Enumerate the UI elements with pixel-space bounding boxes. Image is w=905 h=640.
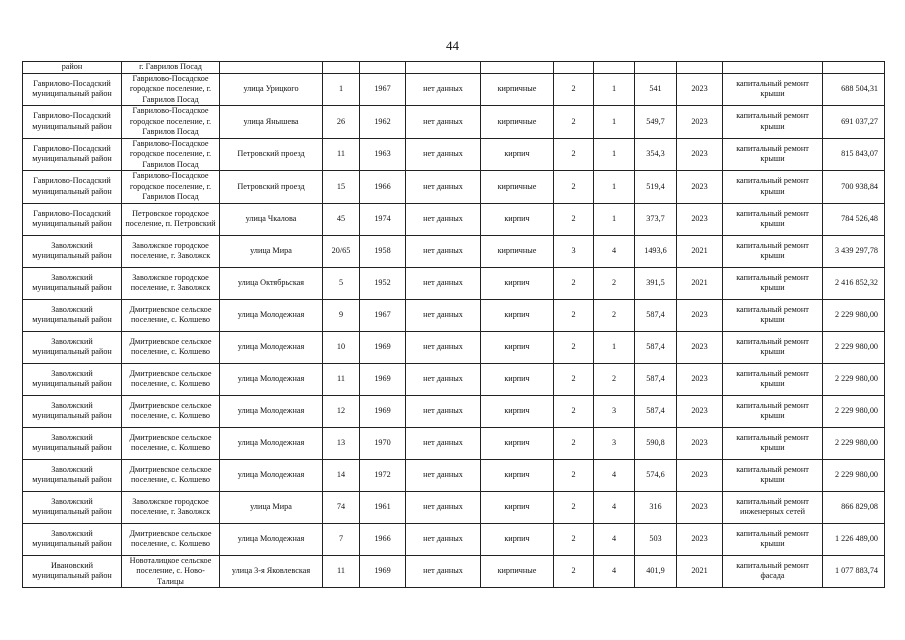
data-status-cell: нет данных — [406, 171, 481, 204]
plan-year-cell: 2023 — [677, 395, 723, 427]
cost-cell: 784 526,48 — [823, 203, 885, 235]
house-number-cell: 10 — [323, 331, 360, 363]
entrances-cell: 2 — [594, 267, 635, 299]
table-row — [23, 106, 885, 139]
cost-cell: 3 439 297,78 — [823, 235, 885, 267]
wall-material-cell: кирпич — [481, 427, 554, 459]
continued-row — [23, 62, 885, 74]
cost-cell: 2 229 980,00 — [823, 459, 885, 491]
plan-year-cell: 2023 — [677, 427, 723, 459]
wall-material-cell: кирпичные — [481, 73, 554, 106]
district-cell: район — [23, 62, 122, 74]
street-cell: улица Молодежная — [220, 427, 323, 459]
floors-cell: 2 — [554, 427, 594, 459]
wall-material-cell: кирпичные — [481, 555, 554, 588]
wall-material-cell: кирпич — [481, 203, 554, 235]
settlement-cell: Дмитриевское сельское поселение, с. Колшево — [122, 459, 220, 491]
data-status-cell: нет данных — [406, 491, 481, 523]
area-cell: 401,9 — [635, 555, 677, 588]
page-number: 44 — [446, 38, 459, 53]
plan-year-cell: 2023 — [677, 299, 723, 331]
build-year-cell: 1969 — [360, 395, 406, 427]
floors-cell: 2 — [554, 459, 594, 491]
data-status-cell: нет данных — [406, 427, 481, 459]
settlement-cell: Гаврилово-Посадское городское поселение, г. Гаврилов Посад — [122, 171, 220, 204]
work-type-cell: капитальный ремонт инженерных сетей — [723, 491, 823, 523]
data-status-cell: нет данных — [406, 73, 481, 106]
street-cell: Петровский проезд — [220, 138, 323, 171]
street-cell: улица Молодежная — [220, 299, 323, 331]
data-status-cell: нет данных — [406, 299, 481, 331]
table-row — [23, 267, 885, 299]
plan-year-cell: 2021 — [677, 267, 723, 299]
house-number-cell: 5 — [323, 267, 360, 299]
cost-cell: 2 229 980,00 — [823, 427, 885, 459]
area-cell: 316 — [635, 491, 677, 523]
work-type-cell: капитальный ремонт крыши — [723, 459, 823, 491]
settlement-cell: Петровское городское поселение, п. Петровский — [122, 203, 220, 235]
entrances-cell: 1 — [594, 331, 635, 363]
floors-cell: 2 — [554, 203, 594, 235]
street-cell: улица Мира — [220, 491, 323, 523]
table-row — [23, 331, 885, 363]
settlement-cell: Гаврилово-Посадское городское поселение, г. Гаврилов Посад — [122, 73, 220, 106]
cost-cell: 1 226 489,00 — [823, 523, 885, 555]
settlement-cell: Дмитриевское сельское поселение, с. Колшево — [122, 427, 220, 459]
house-number-cell: 15 — [323, 171, 360, 204]
table-row — [23, 555, 885, 588]
area-cell: 354,3 — [635, 138, 677, 171]
plan-year-cell: 2023 — [677, 138, 723, 171]
district-cell: Заволжский муниципальный район — [23, 331, 122, 363]
work-type-cell: капитальный ремонт крыши — [723, 331, 823, 363]
work-type-cell: капитальный ремонт крыши — [723, 106, 823, 139]
plan-year-cell: 2021 — [677, 555, 723, 588]
build-year-cell: 1963 — [360, 138, 406, 171]
district-cell: Заволжский муниципальный район — [23, 491, 122, 523]
data-status-cell: нет данных — [406, 331, 481, 363]
house-number-cell: 7 — [323, 523, 360, 555]
work-type-cell: капитальный ремонт крыши — [723, 138, 823, 171]
house-number-cell: 11 — [323, 363, 360, 395]
build-year-cell: 1967 — [360, 299, 406, 331]
street-cell: улица Молодежная — [220, 459, 323, 491]
work-type-cell: капитальный ремонт крыши — [723, 203, 823, 235]
table-row — [23, 73, 885, 106]
data-status-cell: нет данных — [406, 235, 481, 267]
cost-cell: 691 037,27 — [823, 106, 885, 139]
entrances-cell: 3 — [594, 395, 635, 427]
data-status-cell: нет данных — [406, 459, 481, 491]
area-cell: 587,4 — [635, 331, 677, 363]
table-row — [23, 235, 885, 267]
house-number-cell: 11 — [323, 138, 360, 171]
work-type-cell: капитальный ремонт крыши — [723, 171, 823, 204]
work-type-cell: капитальный ремонт фасада — [723, 555, 823, 588]
table-row — [23, 299, 885, 331]
work-type-cell: капитальный ремонт крыши — [723, 427, 823, 459]
build-year-cell: 1966 — [360, 171, 406, 204]
house-number-cell: 9 — [323, 299, 360, 331]
wall-material-cell: кирпич — [481, 395, 554, 427]
entrances-cell: 4 — [594, 459, 635, 491]
street-cell: улица 3-я Яковлевская — [220, 555, 323, 588]
floors-cell: 2 — [554, 363, 594, 395]
build-year-cell: 1972 — [360, 459, 406, 491]
floors-cell: 2 — [554, 331, 594, 363]
area-cell: 373,7 — [635, 203, 677, 235]
table-row — [23, 523, 885, 555]
street-cell: улица Молодежная — [220, 395, 323, 427]
district-cell: Заволжский муниципальный район — [23, 523, 122, 555]
work-type-cell: капитальный ремонт крыши — [723, 235, 823, 267]
data-status-cell: нет данных — [406, 106, 481, 139]
house-number-cell: 20/65 — [323, 235, 360, 267]
wall-material-cell: кирпичные — [481, 235, 554, 267]
plan-year-cell: 2023 — [677, 73, 723, 106]
entrances-cell: 2 — [594, 363, 635, 395]
data-status-cell: нет данных — [406, 523, 481, 555]
cost-cell: 2 229 980,00 — [823, 299, 885, 331]
entrances-cell: 4 — [594, 491, 635, 523]
area-cell: 1493,6 — [635, 235, 677, 267]
wall-material-cell: кирпич — [481, 267, 554, 299]
data-status-cell: нет данных — [406, 363, 481, 395]
build-year-cell: 1969 — [360, 363, 406, 395]
wall-material-cell: кирпич — [481, 299, 554, 331]
cost-cell: 2 416 852,32 — [823, 267, 885, 299]
table-row — [23, 138, 885, 171]
cost-cell: 2 229 980,00 — [823, 331, 885, 363]
area-cell: 541 — [635, 73, 677, 106]
settlement-cell: Дмитриевское сельское поселение, с. Колшево — [122, 363, 220, 395]
area-cell: 574,6 — [635, 459, 677, 491]
settlement-cell: Дмитриевское сельское поселение, с. Колшево — [122, 523, 220, 555]
entrances-cell: 1 — [594, 171, 635, 204]
settlement-cell: г. Гаврилов Посад — [122, 62, 220, 74]
floors-cell: 2 — [554, 555, 594, 588]
plan-year-cell: 2023 — [677, 523, 723, 555]
build-year-cell: 1962 — [360, 106, 406, 139]
area-cell: 391,5 — [635, 267, 677, 299]
house-number-cell: 45 — [323, 203, 360, 235]
build-year-cell: 1969 — [360, 331, 406, 363]
entrances-cell: 4 — [594, 235, 635, 267]
street-cell: улица Мира — [220, 235, 323, 267]
plan-year-cell: 2021 — [677, 235, 723, 267]
build-year-cell: 1961 — [360, 491, 406, 523]
data-status-cell: нет данных — [406, 203, 481, 235]
build-year-cell: 1966 — [360, 523, 406, 555]
work-type-cell: капитальный ремонт крыши — [723, 363, 823, 395]
street-cell: улица Молодежная — [220, 331, 323, 363]
data-status-cell: нет данных — [406, 555, 481, 588]
floors-cell: 2 — [554, 395, 594, 427]
area-cell: 587,4 — [635, 299, 677, 331]
cost-cell: 688 504,31 — [823, 73, 885, 106]
entrances-cell: 4 — [594, 555, 635, 588]
floors-cell: 2 — [554, 267, 594, 299]
house-number-cell: 13 — [323, 427, 360, 459]
table-row — [23, 171, 885, 204]
district-cell: Заволжский муниципальный район — [23, 395, 122, 427]
work-type-cell: капитальный ремонт крыши — [723, 73, 823, 106]
table-row — [23, 459, 885, 491]
table-row — [23, 363, 885, 395]
entrances-cell: 1 — [594, 138, 635, 171]
build-year-cell: 1970 — [360, 427, 406, 459]
floors-cell: 2 — [554, 299, 594, 331]
entrances-cell: 1 — [594, 73, 635, 106]
cost-cell: 2 229 980,00 — [823, 363, 885, 395]
build-year-cell: 1974 — [360, 203, 406, 235]
settlement-cell: Дмитриевское сельское поселение, с. Колшево — [122, 299, 220, 331]
settlement-cell: Дмитриевское сельское поселение, с. Колшево — [122, 395, 220, 427]
build-year-cell: 1958 — [360, 235, 406, 267]
street-cell: улица Молодежная — [220, 363, 323, 395]
street-cell: улица Молодежная — [220, 523, 323, 555]
district-cell: Гаврилово-Посадский муниципальный район — [23, 138, 122, 171]
settlement-cell: Новоталицкое сельское поселение, с. Ново-Талицы — [122, 555, 220, 588]
cost-cell: 2 229 980,00 — [823, 395, 885, 427]
work-type-cell: капитальный ремонт крыши — [723, 395, 823, 427]
area-cell: 587,4 — [635, 395, 677, 427]
street-cell: улица Янышева — [220, 106, 323, 139]
house-number-cell: 74 — [323, 491, 360, 523]
area-cell: 590,8 — [635, 427, 677, 459]
plan-year-cell: 2023 — [677, 363, 723, 395]
settlement-cell: Заволжское городское поселение, г. Заволжск — [122, 267, 220, 299]
area-cell: 503 — [635, 523, 677, 555]
entrances-cell: 4 — [594, 523, 635, 555]
cost-cell: 866 829,08 — [823, 491, 885, 523]
work-type-cell: капитальный ремонт крыши — [723, 299, 823, 331]
wall-material-cell: кирпич — [481, 459, 554, 491]
build-year-cell: 1967 — [360, 73, 406, 106]
district-cell: Гаврилово-Посадский муниципальный район — [23, 106, 122, 139]
house-number-cell: 26 — [323, 106, 360, 139]
house-number-cell: 1 — [323, 73, 360, 106]
table-row — [23, 203, 885, 235]
floors-cell: 2 — [554, 73, 594, 106]
plan-year-cell: 2023 — [677, 459, 723, 491]
cost-cell: 700 938,84 — [823, 171, 885, 204]
plan-year-cell: 2023 — [677, 331, 723, 363]
district-cell: Заволжский муниципальный район — [23, 427, 122, 459]
house-number-cell: 11 — [323, 555, 360, 588]
wall-material-cell: кирпич — [481, 491, 554, 523]
floors-cell: 2 — [554, 491, 594, 523]
data-status-cell: нет данных — [406, 395, 481, 427]
data-status-cell: нет данных — [406, 138, 481, 171]
build-year-cell: 1952 — [360, 267, 406, 299]
street-cell: Петровский проезд — [220, 171, 323, 204]
district-cell: Гаврилово-Посадский муниципальный район — [23, 73, 122, 106]
street-cell: улица Чкалова — [220, 203, 323, 235]
settlement-cell: Гаврилово-Посадское городское поселение, г. Гаврилов Посад — [122, 138, 220, 171]
wall-material-cell: кирпич — [481, 523, 554, 555]
work-type-cell: капитальный ремонт крыши — [723, 267, 823, 299]
plan-year-cell: 2023 — [677, 171, 723, 204]
district-cell: Заволжский муниципальный район — [23, 459, 122, 491]
floors-cell: 2 — [554, 171, 594, 204]
floors-cell: 2 — [554, 138, 594, 171]
district-cell: Заволжский муниципальный район — [23, 299, 122, 331]
district-cell: Заволжский муниципальный район — [23, 363, 122, 395]
table-row — [23, 427, 885, 459]
wall-material-cell: кирпич — [481, 138, 554, 171]
floors-cell: 2 — [554, 523, 594, 555]
plan-year-cell: 2023 — [677, 106, 723, 139]
housing-repair-table — [22, 61, 885, 588]
district-cell: Ивановский муниципальный район — [23, 555, 122, 588]
street-cell: улица Октябрьская — [220, 267, 323, 299]
settlement-cell: Гаврилово-Посадское городское поселение, г. Гаврилов Посад — [122, 106, 220, 139]
cost-cell: 815 843,07 — [823, 138, 885, 171]
floors-cell: 3 — [554, 235, 594, 267]
district-cell: Гаврилово-Посадский муниципальный район — [23, 171, 122, 204]
area-cell: 587,4 — [635, 363, 677, 395]
floors-cell: 2 — [554, 106, 594, 139]
entrances-cell: 1 — [594, 203, 635, 235]
entrances-cell: 3 — [594, 427, 635, 459]
data-status-cell: нет данных — [406, 267, 481, 299]
entrances-cell: 2 — [594, 299, 635, 331]
plan-year-cell: 2023 — [677, 203, 723, 235]
settlement-cell: Дмитриевское сельское поселение, с. Колшево — [122, 331, 220, 363]
area-cell: 549,7 — [635, 106, 677, 139]
wall-material-cell: кирпич — [481, 331, 554, 363]
district-cell: Заволжский муниципальный район — [23, 267, 122, 299]
settlement-cell: Заволжское городское поселение, г. Заволжск — [122, 491, 220, 523]
wall-material-cell: кирпичные — [481, 106, 554, 139]
work-type-cell: капитальный ремонт крыши — [723, 523, 823, 555]
build-year-cell: 1969 — [360, 555, 406, 588]
settlement-cell: Заволжское городское поселение, г. Заволжск — [122, 235, 220, 267]
district-cell: Гаврилово-Посадский муниципальный район — [23, 203, 122, 235]
table-row — [23, 395, 885, 427]
area-cell: 519,4 — [635, 171, 677, 204]
plan-year-cell: 2023 — [677, 491, 723, 523]
house-number-cell: 12 — [323, 395, 360, 427]
table-row — [23, 491, 885, 523]
house-number-cell: 14 — [323, 459, 360, 491]
wall-material-cell: кирпич — [481, 363, 554, 395]
wall-material-cell: кирпичные — [481, 171, 554, 204]
cost-cell: 1 077 883,74 — [823, 555, 885, 588]
entrances-cell: 1 — [594, 106, 635, 139]
street-cell: улица Урицкого — [220, 73, 323, 106]
district-cell: Заволжский муниципальный район — [23, 235, 122, 267]
